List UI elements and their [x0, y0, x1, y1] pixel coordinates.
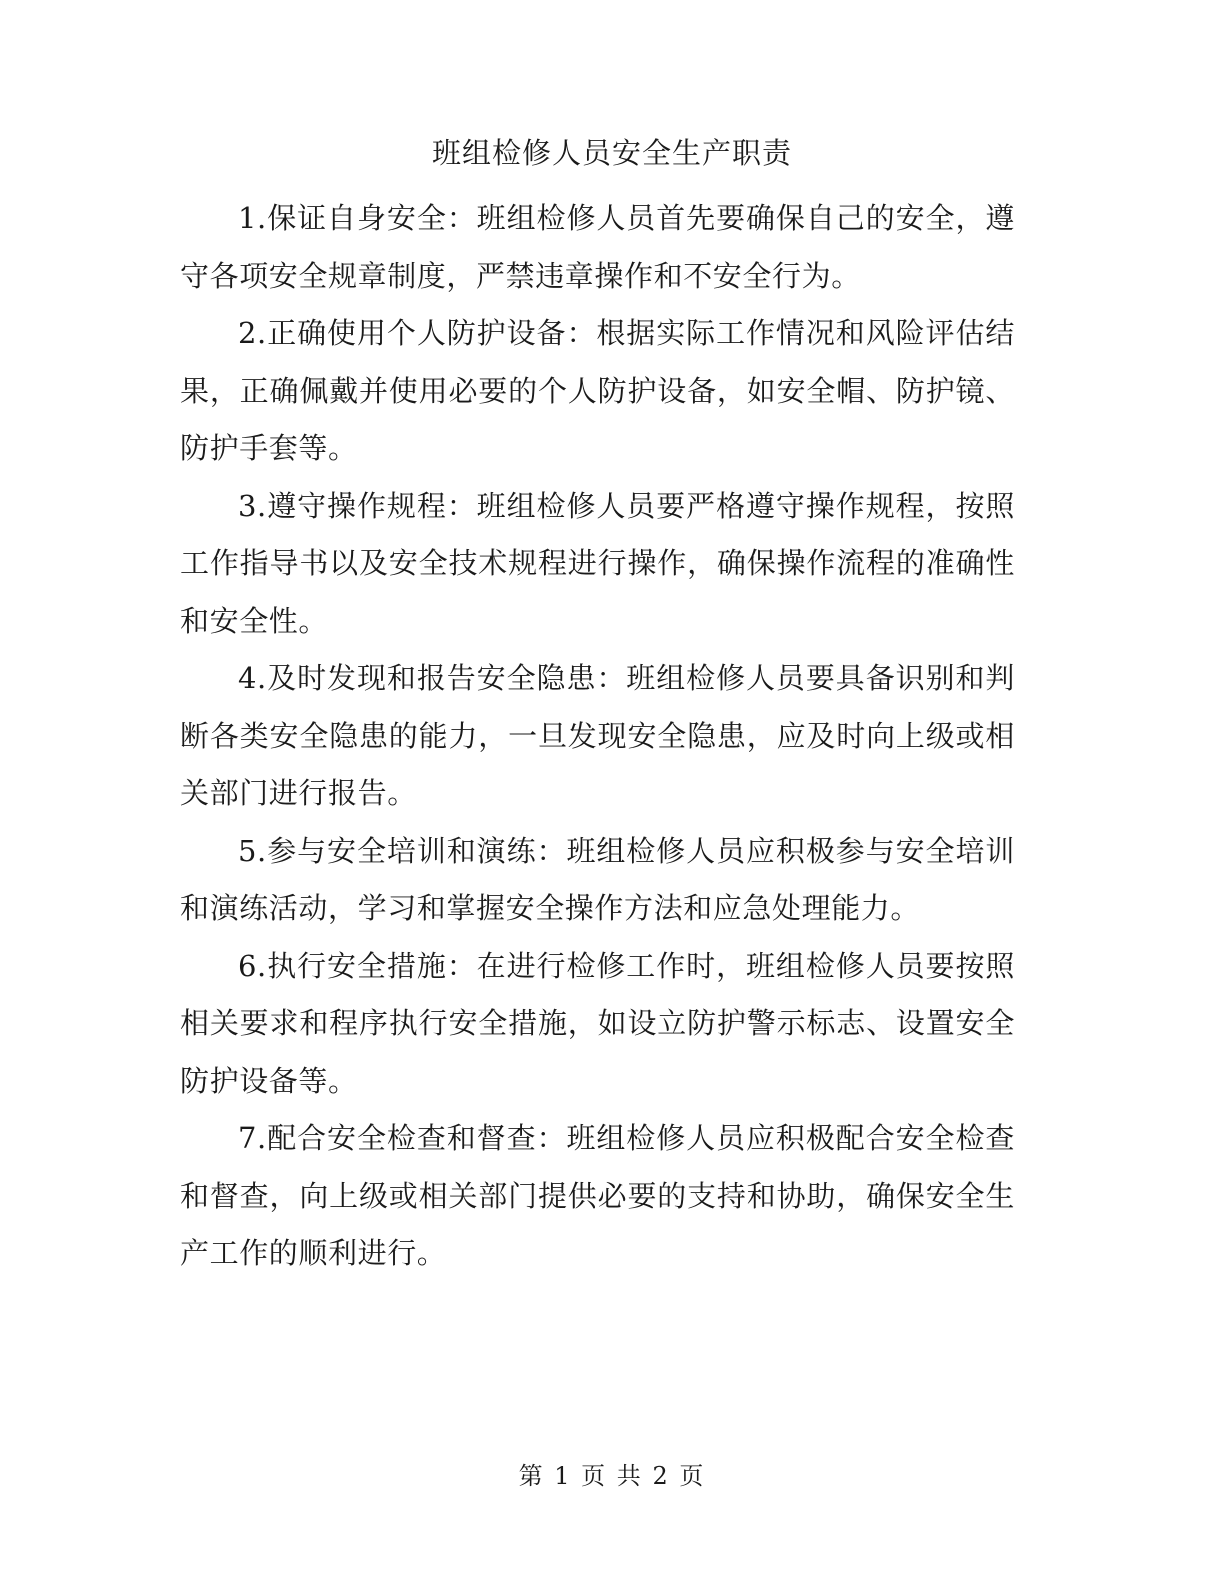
paragraph-1: 1.保证自身安全：班组检修人员首先要确保自己的安全，遵守各项安全规章制度，严禁违章操作和不安全行为。 — [180, 201, 1015, 293]
paragraph-6: 6.执行安全措施：在进行检修工作时，班组检修人员要按照相关要求和程序执行安全措施，如设立防护警示标志、设置安全防护设备等。 — [180, 948, 1015, 1098]
paragraph-5: 5.参与安全培训和演练：班组检修人员应积极参与安全培训和演练活动，学习和掌握安全操作方法和应急处理能力。 — [180, 833, 1015, 925]
document-body — [180, 190, 1015, 1283]
paragraph-3: 3.遵守操作规程：班组检修人员要严格遵守操作规程，按照工作指导书以及安全技术规程进行操作，确保操作流程的准确性和安全性。 — [180, 488, 1015, 638]
paragraph-4: 4.及时发现和报告安全隐患：班组检修人员要具备识别和判断各类安全隐患的能力，一旦发现安全隐患，应及时向上级或相关部门进行报告。 — [180, 661, 1015, 810]
paragraph-2: 2.正确使用个人防护设备：根据实际工作情况和风险评估结果，正确佩戴并使用必要的个人防护设备，如安全帽、防护镜、防护手套等。 — [180, 316, 1015, 465]
paragraph-7: 7.配合安全检查和督查：班组检修人员应积极配合安全检查和督查，向上级或相关部门提供必要的支持和协助，确保安全生产工作的顺利进行。 — [180, 1121, 1015, 1270]
document-title: 班组检修人员安全生产职责 — [431, 136, 792, 170]
page-number-footer: 第 1 页 共 2 页 — [518, 1462, 706, 1490]
